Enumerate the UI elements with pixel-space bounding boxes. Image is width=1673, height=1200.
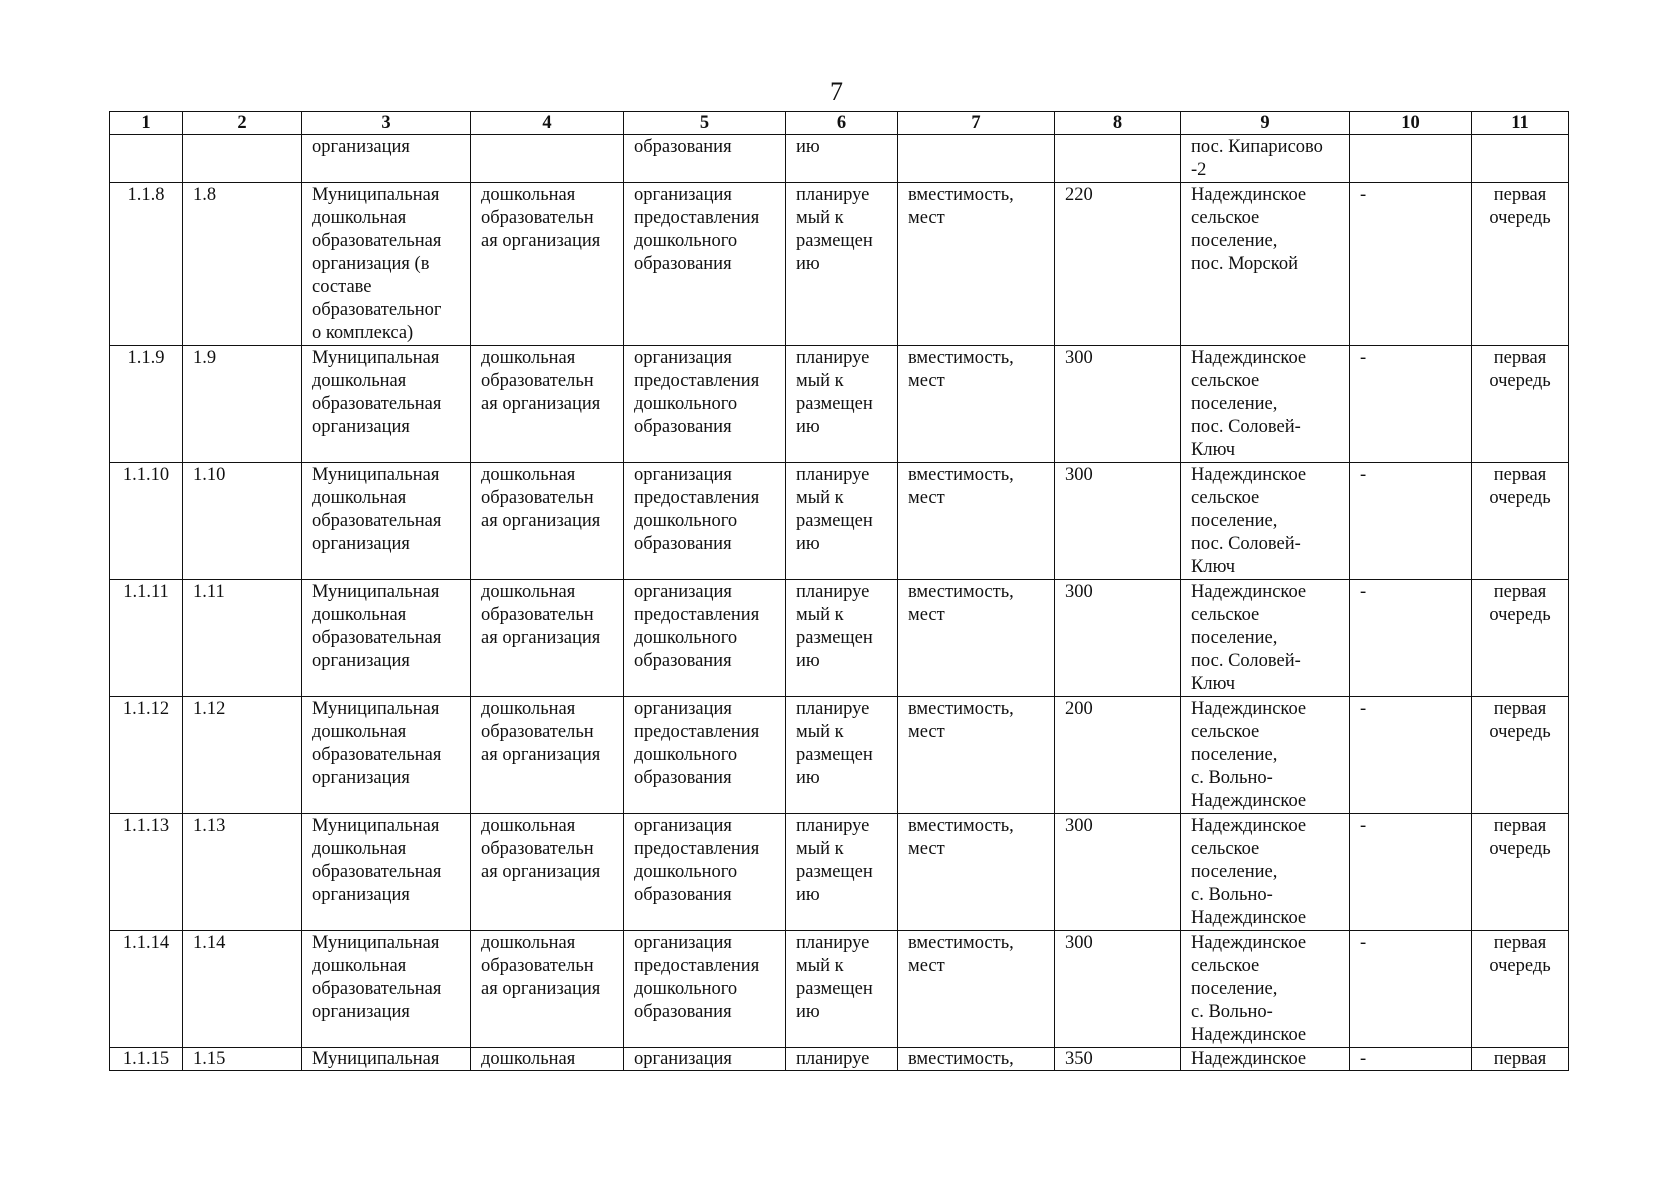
cell-text: 1.1.8 [127, 185, 165, 205]
cell-zone [1350, 931, 1472, 1048]
cell-purpose [624, 463, 786, 580]
objects-table [109, 111, 1569, 1071]
table-row [110, 183, 1569, 346]
cell-characteristic [898, 183, 1055, 346]
cell-object-type [471, 463, 624, 580]
cell-zone [1350, 463, 1472, 580]
column-header: 10 [1350, 112, 1472, 135]
table-row [110, 814, 1569, 931]
cell-map-number [183, 135, 302, 183]
cell-location [1181, 135, 1350, 183]
cell-text: - [1360, 933, 1367, 953]
cell-purpose [624, 346, 786, 463]
cell-number [110, 463, 183, 580]
cell-text: Муниципальная дошкольная образовательная организация [312, 816, 442, 905]
cell-purpose [624, 814, 786, 931]
cell-text: планируе мый к размещен ию [796, 348, 873, 437]
table-row [110, 931, 1569, 1048]
cell-text: 1.13 [193, 816, 226, 836]
cell-text: планируе мый к размещен ию [796, 582, 873, 671]
cell-characteristic [898, 580, 1055, 697]
cell-text: Муниципальная дошкольная образовательная организация [312, 465, 442, 554]
cell-text: - [1360, 465, 1367, 485]
cell-text: первая очередь [1489, 816, 1551, 859]
cell-text: 1.9 [193, 348, 217, 368]
cell-text: дошкольная образовательн ая организация [481, 582, 601, 648]
cell-object-name [302, 697, 471, 814]
cell-value [1055, 931, 1181, 1048]
cell-object-name [302, 931, 471, 1048]
column-header: 7 [898, 112, 1055, 135]
cell-zone [1350, 814, 1472, 931]
cell-value [1055, 697, 1181, 814]
cell-purpose [624, 697, 786, 814]
cell-text: 1.14 [193, 933, 226, 953]
cell-text: Надеждинское сельское поселение, пос. Соловей- Ключ [1191, 582, 1307, 694]
cell-text: 300 [1065, 582, 1093, 602]
cell-text: образования [634, 137, 732, 157]
cell-object-name [302, 1048, 471, 1071]
cell-text: дошкольная образовательн ая организация [481, 348, 601, 414]
cell-object-type [471, 1048, 624, 1071]
cell-stage [1472, 1048, 1569, 1071]
cell-characteristic [898, 463, 1055, 580]
cell-stage [1472, 135, 1569, 183]
cell-text: 1.1.11 [123, 582, 169, 602]
cell-zone [1350, 697, 1472, 814]
cell-text: первая очередь [1489, 582, 1551, 625]
cell-text: вместимость, мест [908, 699, 1014, 742]
cell-status [786, 814, 898, 931]
cell-purpose [624, 1048, 786, 1071]
cell-location [1181, 346, 1350, 463]
cell-text: вместимость, мест [908, 816, 1014, 859]
cell-stage [1472, 697, 1569, 814]
cell-text: Муниципальная дошкольная образовательная организация [312, 582, 442, 671]
cell-text: дошкольная образовательн ая организация [481, 699, 601, 765]
cell-text: 1.12 [193, 699, 226, 719]
cell-object-name [302, 135, 471, 183]
cell-number [110, 135, 183, 183]
cell-text: 300 [1065, 816, 1093, 836]
cell-text: вместимость, мест [908, 933, 1014, 976]
cell-characteristic [898, 1048, 1055, 1071]
cell-text: Надеждинское сельское поселение, пос. Соловей- Ключ [1191, 348, 1307, 460]
cell-value [1055, 580, 1181, 697]
cell-map-number [183, 697, 302, 814]
cell-number [110, 697, 183, 814]
cell-location [1181, 463, 1350, 580]
cell-text: Надеждинское сельское поселение, с. Вольно- Надеждинское [1191, 933, 1307, 1045]
cell-status [786, 1048, 898, 1071]
column-header: 5 [624, 112, 786, 135]
cell-object-type [471, 814, 624, 931]
cell-text: - [1360, 348, 1367, 368]
cell-text: 350 [1065, 1049, 1093, 1069]
cell-value [1055, 135, 1181, 183]
column-header: 1 [110, 112, 183, 135]
column-header: 2 [183, 112, 302, 135]
cell-text: Надеждинское сельское поселение, с. Вольно- Надеждинское [1191, 699, 1307, 811]
cell-text: 1.1.10 [122, 465, 170, 485]
cell-object-name [302, 814, 471, 931]
cell-object-name [302, 346, 471, 463]
cell-text: Надеждинское сельское поселение, пос. Морской [1191, 185, 1307, 274]
cell-zone [1350, 135, 1472, 183]
cell-text: - [1360, 582, 1367, 602]
cell-text: первая очередь [1489, 933, 1551, 976]
cell-stage [1472, 183, 1569, 346]
cell-status [786, 463, 898, 580]
cell-location [1181, 183, 1350, 346]
cell-text: первая очередь [1489, 185, 1551, 228]
column-header: 8 [1055, 112, 1181, 135]
cell-text: организация предоставления дошкольного образования [634, 465, 760, 554]
cell-object-name [302, 580, 471, 697]
cell-zone [1350, 346, 1472, 463]
cell-text: планируе мый к размещен ию [796, 816, 873, 905]
cell-text: 1.1.15 [122, 1049, 170, 1069]
cell-value [1055, 346, 1181, 463]
cell-map-number [183, 346, 302, 463]
cell-number [110, 346, 183, 463]
cell-value [1055, 1048, 1181, 1071]
cell-text: - [1360, 816, 1367, 836]
cell-text: 300 [1065, 465, 1093, 485]
cell-number [110, 814, 183, 931]
cell-purpose [624, 580, 786, 697]
cell-text: организация предоставления дошкольного образования [634, 933, 760, 1022]
cell-location [1181, 580, 1350, 697]
cell-zone [1350, 580, 1472, 697]
cell-text: организация [312, 137, 410, 157]
cell-text: планируе мый к размещен ию [796, 185, 873, 274]
cell-text: Муниципальная дошкольная образовательная организация [312, 348, 442, 437]
cell-object-type [471, 580, 624, 697]
cell-text: дошкольная образовательн ая организация [481, 465, 601, 531]
cell-text: дошкольная образовательн ая организация [481, 816, 601, 882]
cell-purpose [624, 183, 786, 346]
cell-map-number [183, 814, 302, 931]
cell-text: 220 [1065, 185, 1093, 205]
cell-object-type [471, 183, 624, 346]
cell-purpose [624, 135, 786, 183]
cell-text: дошкольная [481, 1049, 576, 1069]
cell-object-name [302, 183, 471, 346]
cell-text: Надеждинское сельское поселение, пос. Соловей- Ключ [1191, 465, 1307, 577]
cell-text: организация предоставления дошкольного образования [634, 816, 760, 905]
column-header: 6 [786, 112, 898, 135]
cell-text: организация предоставления дошкольного образования [634, 699, 760, 788]
cell-text: 1.15 [193, 1049, 226, 1069]
cell-text: первая очередь [1489, 348, 1551, 391]
cell-text: вместимость, мест [908, 185, 1014, 228]
cell-text: 1.1.14 [122, 933, 170, 953]
cell-number [110, 183, 183, 346]
cell-text: первая [1493, 1049, 1547, 1069]
cell-text: 300 [1065, 348, 1093, 368]
cell-number [110, 1048, 183, 1071]
cell-characteristic [898, 697, 1055, 814]
cell-status [786, 697, 898, 814]
cell-text: Надеждинское [1191, 1049, 1307, 1069]
cell-text: планируе [796, 1049, 870, 1069]
cell-text: организация предоставления дошкольного образования [634, 348, 760, 437]
cell-map-number [183, 463, 302, 580]
cell-object-name [302, 463, 471, 580]
column-header: 4 [471, 112, 624, 135]
cell-text: - [1360, 699, 1367, 719]
table-row [110, 346, 1569, 463]
cell-text: 1.1.12 [122, 699, 170, 719]
table-row [110, 135, 1569, 183]
cell-text: 1.11 [193, 582, 225, 602]
cell-text: вместимость, мест [908, 348, 1014, 391]
cell-text: 200 [1065, 699, 1093, 719]
table-row [110, 697, 1569, 814]
cell-status [786, 183, 898, 346]
column-header: 11 [1472, 112, 1569, 135]
cell-map-number [183, 931, 302, 1048]
table-row [110, 580, 1569, 697]
cell-stage [1472, 463, 1569, 580]
cell-characteristic [898, 931, 1055, 1048]
cell-location [1181, 1048, 1350, 1071]
cell-text: первая очередь [1489, 699, 1551, 742]
cell-text: дошкольная образовательн ая организация [481, 185, 601, 251]
cell-location [1181, 931, 1350, 1048]
cell-text: организация предоставления дошкольного образования [634, 582, 760, 671]
cell-location [1181, 814, 1350, 931]
cell-text: 1.1.9 [127, 348, 165, 368]
cell-status [786, 135, 898, 183]
cell-value [1055, 463, 1181, 580]
cell-text: вместимость, мест [908, 465, 1014, 508]
cell-map-number [183, 183, 302, 346]
cell-text: 1.1.13 [122, 816, 170, 836]
cell-text: первая очередь [1489, 465, 1551, 508]
cell-map-number [183, 580, 302, 697]
cell-text: организация предоставления дошкольного образования [634, 185, 760, 274]
cell-stage [1472, 931, 1569, 1048]
table-header-row [110, 112, 1569, 135]
table-row [110, 1048, 1569, 1071]
cell-text: - [1360, 1049, 1367, 1069]
cell-text: ию [796, 137, 820, 157]
cell-object-type [471, 697, 624, 814]
cell-value [1055, 814, 1181, 931]
cell-purpose [624, 931, 786, 1048]
column-header: 9 [1181, 112, 1350, 135]
cell-stage [1472, 580, 1569, 697]
cell-characteristic [898, 135, 1055, 183]
cell-text: пос. Кипарисово -2 [1191, 137, 1323, 180]
cell-text: Муниципальная дошкольная образовательная организация (в составе образовательног о комплекса) [312, 185, 442, 343]
cell-map-number [183, 1048, 302, 1071]
cell-status [786, 346, 898, 463]
cell-stage [1472, 814, 1569, 931]
cell-text: планируе мый к размещен ию [796, 465, 873, 554]
cell-object-type [471, 931, 624, 1048]
cell-text: Муниципальная [312, 1049, 440, 1069]
cell-text: Муниципальная дошкольная образовательная организация [312, 699, 442, 788]
cell-number [110, 931, 183, 1048]
cell-text: 1.8 [193, 185, 217, 205]
cell-status [786, 580, 898, 697]
cell-status [786, 931, 898, 1048]
cell-zone [1350, 1048, 1472, 1071]
cell-value [1055, 183, 1181, 346]
cell-text: 300 [1065, 933, 1093, 953]
cell-location [1181, 697, 1350, 814]
cell-stage [1472, 346, 1569, 463]
cell-zone [1350, 183, 1472, 346]
cell-characteristic [898, 346, 1055, 463]
cell-text: 1.10 [193, 465, 226, 485]
page-number: 7 [830, 77, 843, 106]
cell-object-type [471, 135, 624, 183]
cell-object-type [471, 346, 624, 463]
table-row [110, 463, 1569, 580]
cell-text: организация [634, 1049, 732, 1069]
cell-text: планируе мый к размещен ию [796, 933, 873, 1022]
cell-text: планируе мый к размещен ию [796, 699, 873, 788]
cell-text: Муниципальная дошкольная образовательная организация [312, 933, 442, 1022]
cell-text: Надеждинское сельское поселение, с. Вольно- Надеждинское [1191, 816, 1307, 928]
column-header: 3 [302, 112, 471, 135]
cell-text: дошкольная образовательн ая организация [481, 933, 601, 999]
cell-text: - [1360, 185, 1367, 205]
cell-number [110, 580, 183, 697]
cell-text: вместимость, [908, 1049, 1014, 1069]
cell-characteristic [898, 814, 1055, 931]
cell-text: вместимость, мест [908, 582, 1014, 625]
